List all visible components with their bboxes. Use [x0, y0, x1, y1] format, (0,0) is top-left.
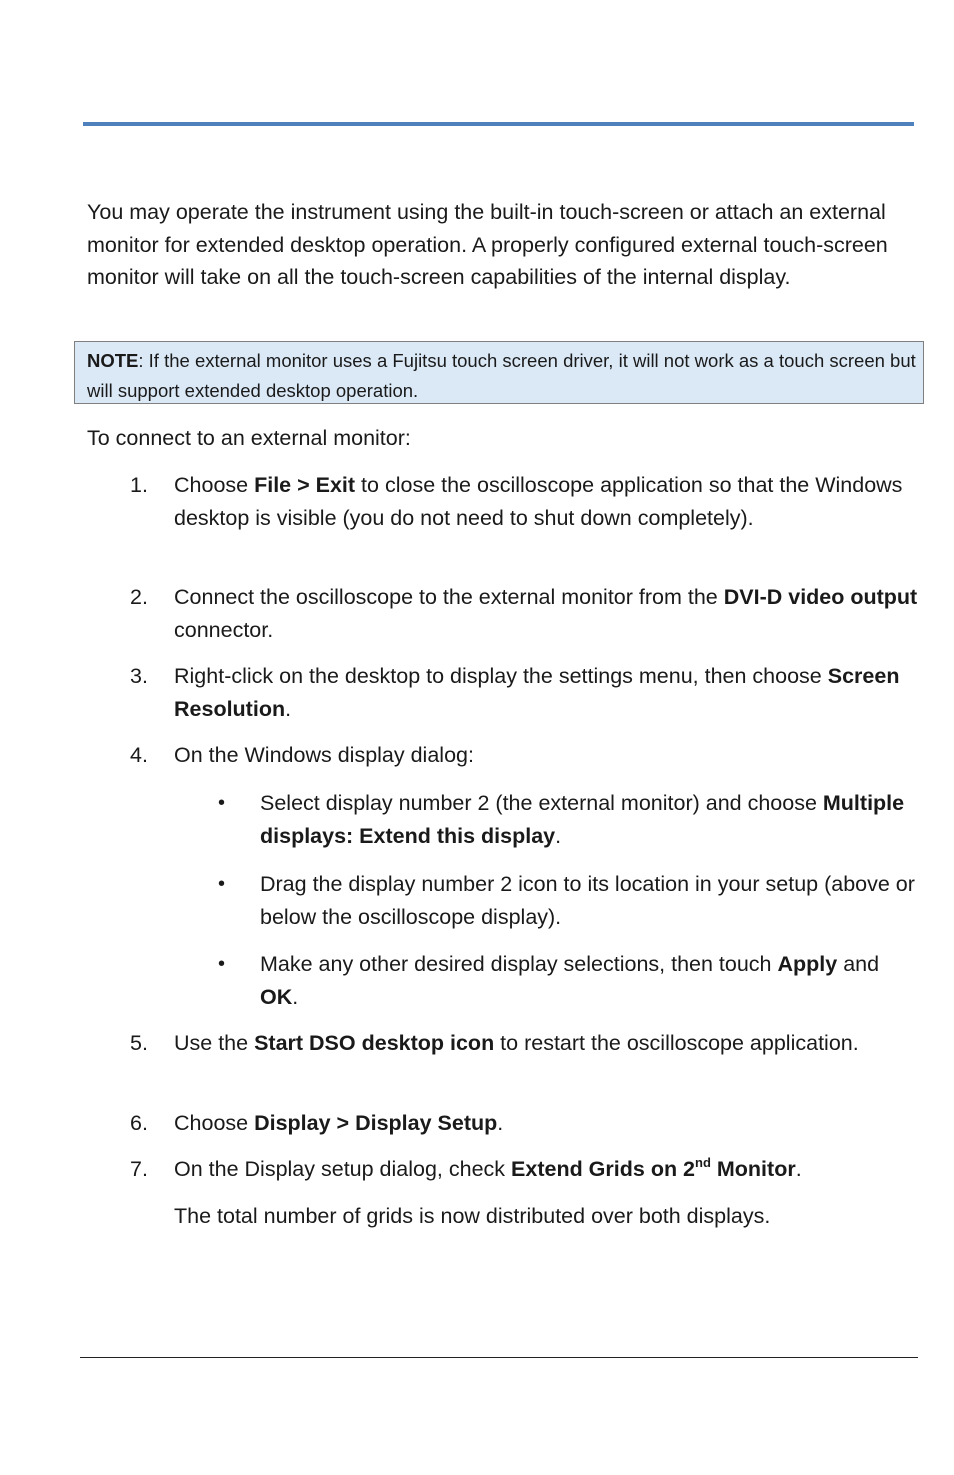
step-number: 3. [130, 664, 148, 688]
step-text: Use the Start DSO desktop icon to restart the oscilloscope application. [174, 1031, 859, 1055]
step-text: Right-click on the desktop to display the settings menu, then choose Screen Resolution. [174, 664, 900, 721]
intro-paragraph: You may operate the instrument using the built-in touch-screen or attach an external monitor for extended desktop operation. A properly configured external touch-screen monitor will take on all the touch-screen capabilities of the internal display. [87, 200, 888, 289]
bullet-icon: • [218, 873, 226, 895]
note-box [74, 341, 924, 404]
step-number: 4. [130, 743, 148, 767]
step-7-result: The total number of grids is now distributed over both displays. [174, 1204, 771, 1228]
step-text: Choose File > Exit to close the oscilloscope application so that the Windows desktop is visible (you do not need to shut down completely). [174, 473, 903, 530]
note-text: : If the external monitor uses a Fujitsu touch screen driver, it will not work as a touch screen but will support extended desktop operation. [87, 350, 916, 401]
header-rule [83, 122, 914, 126]
step-number: 6. [130, 1111, 148, 1135]
note-label: NOTE [87, 350, 139, 371]
footer-rule [80, 1357, 918, 1358]
step-text: On the Windows display dialog: [174, 743, 474, 767]
step-number: 1. [130, 473, 148, 497]
bullet-text: Make any other desired display selections, then touch Apply and OK. [260, 952, 880, 1009]
step-number: 2. [130, 585, 148, 609]
bullet-text: Drag the display number 2 icon to its location in your setup (above or below the oscilloscope display). [260, 872, 915, 929]
step-text: Choose Display > Display Setup. [174, 1111, 504, 1135]
bullet-text: Select display number 2 (the external monitor) and choose Multiple displays: Extend this display. [260, 791, 905, 848]
connect-heading: To connect to an external monitor: [87, 426, 411, 450]
bullet-icon: • [218, 953, 226, 975]
bullet-icon: • [218, 792, 226, 814]
step-text: On the Display setup dialog, check Extend Grids on 2nd Monitor. [174, 1155, 802, 1181]
step-number: 7. [130, 1157, 148, 1181]
step-text: Connect the oscilloscope to the external monitor from the DVI-D video output connector. [174, 585, 918, 642]
step-number: 5. [130, 1031, 148, 1055]
